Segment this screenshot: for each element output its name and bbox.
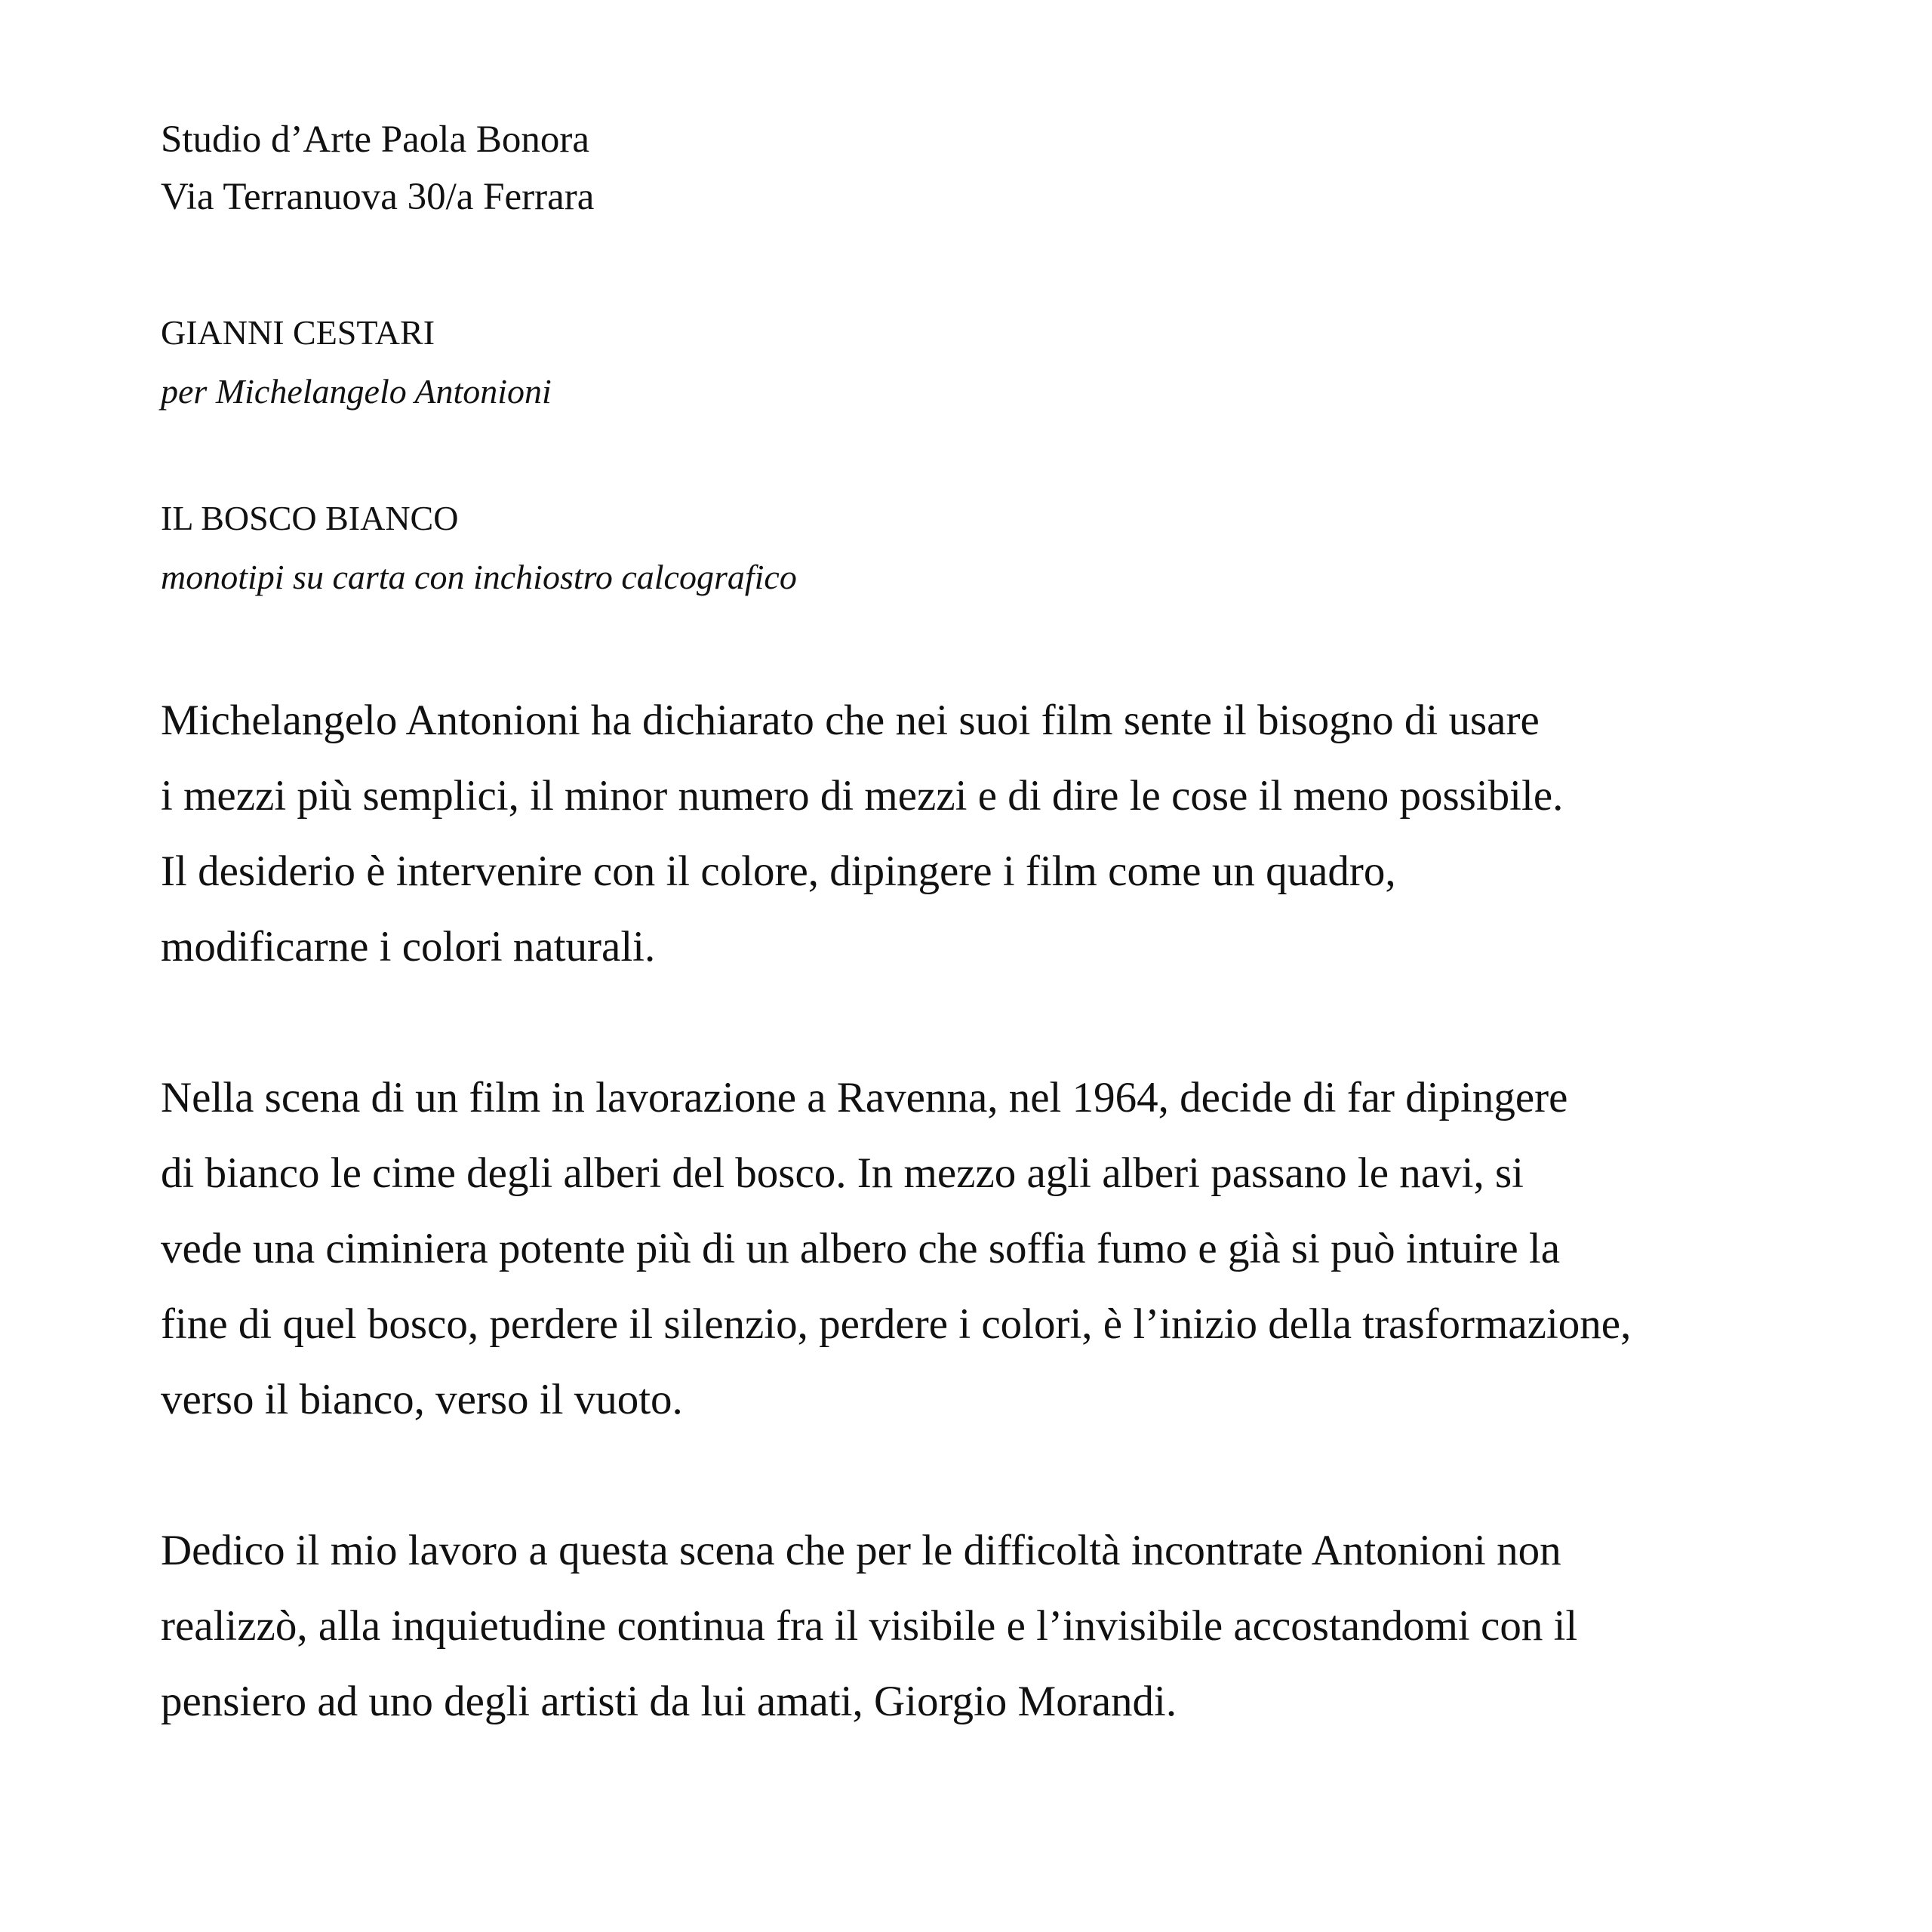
paragraph-2 <box>161 1060 1631 1438</box>
artist-name: GIANNI CESTARI <box>161 313 435 352</box>
paragraph-line: vede una ciminiera potente più di un albero che soffia fumo e già si può intuire la <box>161 1225 1561 1272</box>
exhibition-medium: monotipi su carta con inchiostro calcografico <box>161 558 797 596</box>
gallery-header <box>161 111 594 226</box>
paragraph-line: Il desiderio è intervenire con il colore, dipingere i film come un quadro, <box>161 848 1396 895</box>
paragraph-line: Michelangelo Antonioni ha dichiarato che nei suoi film sente il bisogno di usare <box>161 697 1540 744</box>
paragraph-line: realizzò, alla inquietudine continua fra il visibile e l’invisibile accostandomi con il <box>161 1602 1578 1650</box>
exhibition-block <box>161 489 797 607</box>
exhibition-title: IL BOSCO BIANCO <box>161 499 459 537</box>
artist-dedication: per Michelangelo Antonioni <box>161 372 552 411</box>
paragraph-line: verso il bianco, verso il vuoto. <box>161 1376 683 1423</box>
paragraph-1 <box>161 683 1563 985</box>
artist-block <box>161 303 552 421</box>
paragraph-line: pensiero ad uno degli artisti da lui amati, Giorgio Morandi. <box>161 1678 1177 1725</box>
paragraph-line: Dedico il mio lavoro a questa scena che per le difficoltà incontrate Antonioni non <box>161 1527 1561 1574</box>
gallery-name: Studio d’Arte Paola Bonora <box>161 118 589 161</box>
paragraph-line: di bianco le cime degli alberi del bosco. In mezzo agli alberi passano le navi, si <box>161 1149 1524 1197</box>
paragraph-line: i mezzi più semplici, il minor numero di mezzi e di dire le cose il meno possibile. <box>161 772 1564 820</box>
paragraph-3 <box>161 1513 1577 1740</box>
gallery-address: Via Terranuova 30/a Ferrara <box>161 176 595 218</box>
paragraph-line: fine di quel bosco, perdere il silenzio, perdere i colori, è l’inizio della trasformazione, <box>161 1300 1632 1348</box>
paragraph-line: modificarne i colori naturali. <box>161 923 656 971</box>
paragraph-line: Nella scena di un film in lavorazione a Ravenna, nel 1964, decide di far dipingere <box>161 1074 1568 1121</box>
